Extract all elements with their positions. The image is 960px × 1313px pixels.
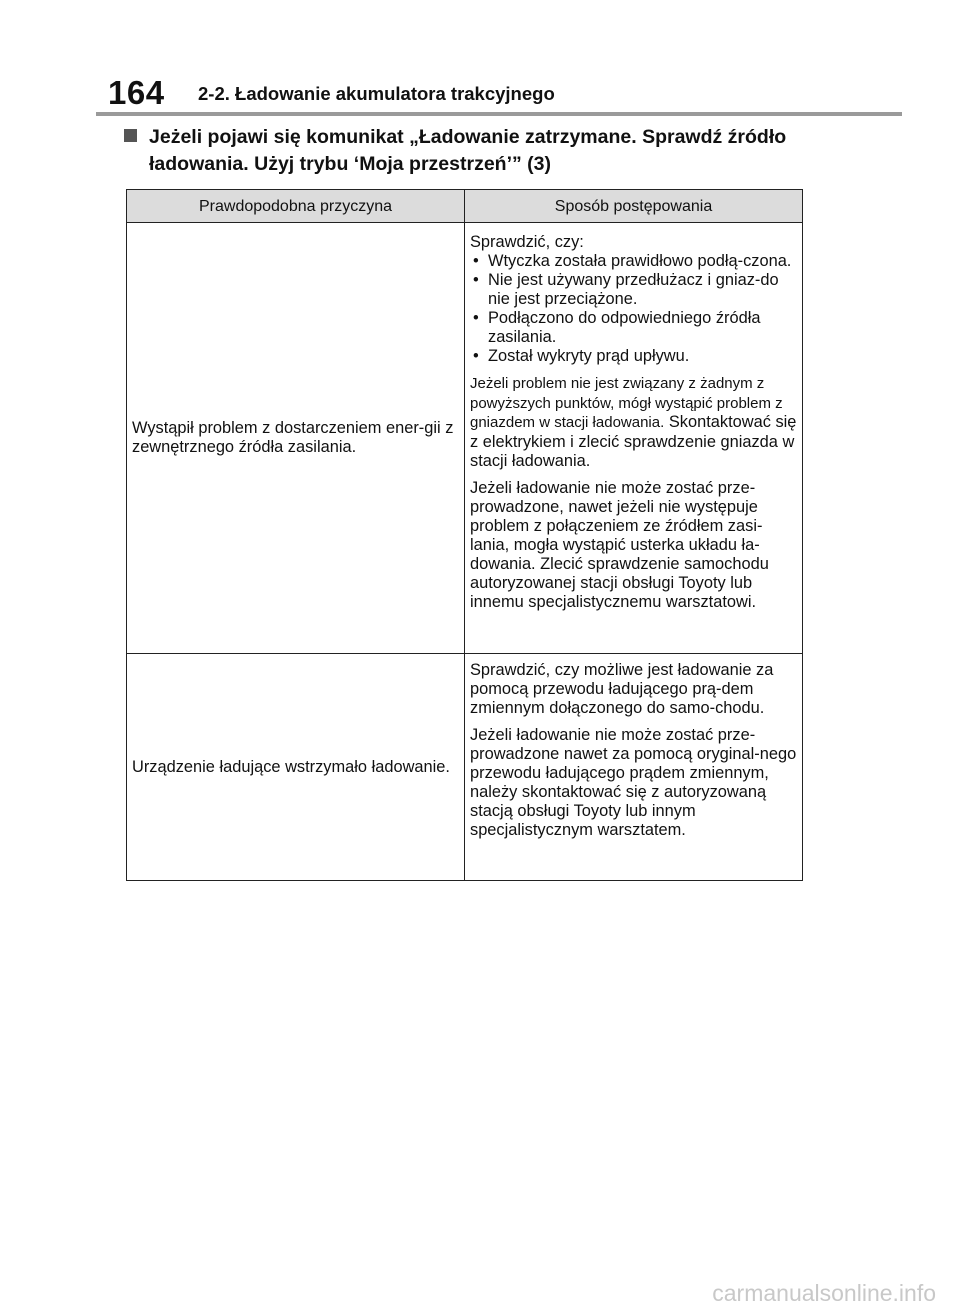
action-paragraph-1-part-b: Skontaktować się z elektrykiem i zlecić sprawdzenie gniazda w stacji ładowania. [470, 413, 797, 470]
table-cell-action [465, 654, 803, 881]
heading-line-2: ładowania. Użyj trybu ‘Moja przestrzeń’” (3) [149, 153, 551, 175]
action-paragraph-2: Jeżeli ładowanie nie może zostać prze-prowadzone nawet za pomocą oryginal-nego przewodu ładującego prądem zmiennym, należy skontaktować się z autoryzowaną stacją obsługi Toyoty lub innym specjalistycznym warsztatem. [470, 726, 797, 839]
watermark: carmanualsonline.info [712, 1280, 936, 1306]
column-header-cause: Prawdopodobna przyczyna [127, 190, 465, 223]
table-row [127, 223, 803, 654]
table-cell-cause: Urządzenie ładujące wstrzymało ładowanie. [127, 654, 465, 881]
list-item: • Nie jest używany przedłużacz i gniaz-do nie jest przeciążone. [470, 271, 797, 309]
action-paragraph-1 [470, 374, 797, 471]
page-header [0, 0, 960, 118]
heading-line-1: Jeżeli pojawi się komunikat „Ładowanie zatrzymane. Sprawdź źródło [149, 126, 787, 148]
table-row [127, 654, 803, 881]
action-intro: Sprawdzić, czy: [470, 233, 584, 251]
troubleshooting-table [126, 189, 803, 881]
check-list [470, 252, 797, 366]
action-paragraph-1-part-a: Jeżeli problem nie jest związany z żadnym z powyższych punktów, mógł wystąpić problem z gniazdem w stacji ładowania. [470, 375, 783, 431]
table-header-row [127, 190, 803, 223]
column-header-action: Sposób postępowania [465, 190, 803, 223]
square-bullet-icon [124, 129, 137, 142]
list-item: • Podłączono do odpowiedniego źródła zasilania. [470, 309, 797, 347]
section-title: 2-2. Ładowanie akumulatora trakcyjnego [198, 83, 555, 104]
page-number: 164 [108, 74, 165, 111]
table-cell-action [465, 223, 803, 654]
list-item: • Został wykryty prąd upływu. [470, 347, 797, 366]
header-divider [96, 112, 902, 116]
action-paragraph-2: Jeżeli ładowanie nie może zostać prze-prowadzone, nawet jeżeli nie występuje problem z połączeniem ze źródłem zasi-lania, mogła wystąpić usterka układu ła-dowania. Zlecić sprawdzenie samochodu autoryzowanej stacji obsługi Toyoty lub innemu specjalistycznemu warsztatowi. [470, 478, 769, 611]
table-cell-cause: Wystąpił problem z dostarczeniem ener-gii z zewnętrznego źródła zasilania. [127, 223, 465, 654]
list-item: • Wtyczka została prawidłowo podłą-czona. [470, 252, 797, 271]
action-paragraph-1: Sprawdzić, czy możliwe jest ładowanie za pomocą przewodu ładującego prą-dem zmiennym dołączonego do samo-chodu. [470, 661, 774, 717]
section-heading [124, 124, 824, 178]
